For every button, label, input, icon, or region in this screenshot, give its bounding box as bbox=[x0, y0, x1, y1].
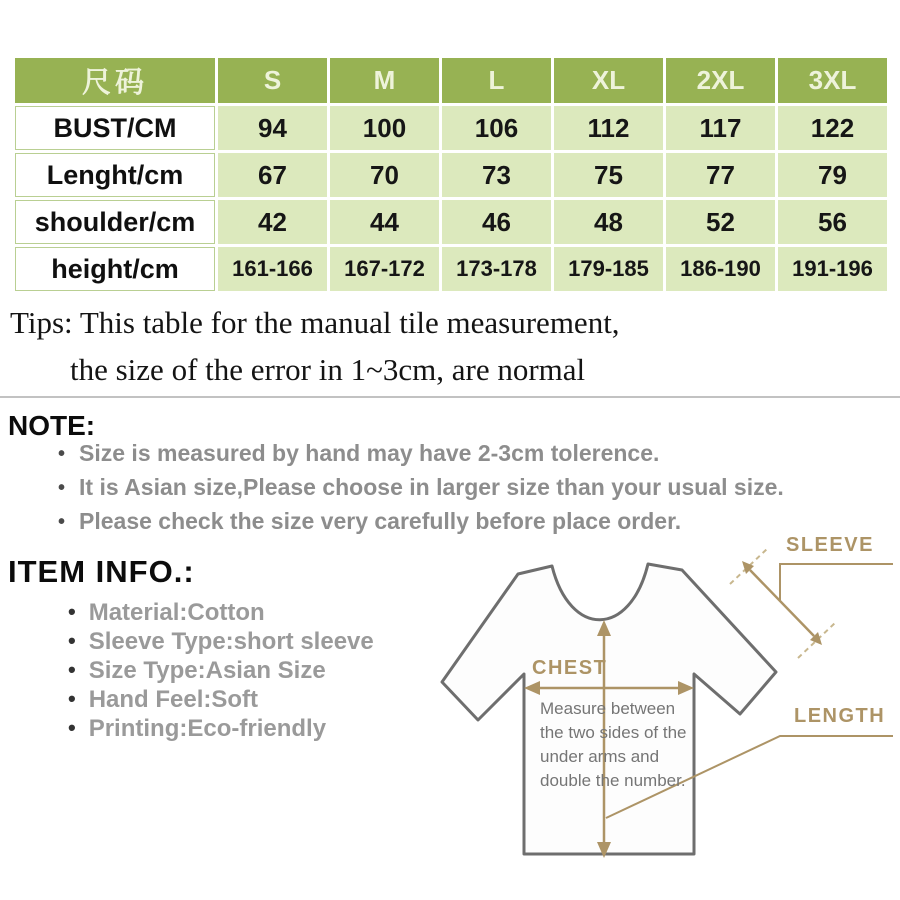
table-cell: 79 bbox=[778, 153, 887, 197]
size-table-header-row bbox=[15, 58, 887, 103]
table-cell: 179-185 bbox=[554, 247, 663, 291]
table-cell: 100 bbox=[330, 106, 439, 150]
table-cell: 70 bbox=[330, 153, 439, 197]
length-label: LENGTH bbox=[794, 705, 886, 727]
note-item: • Please check the size very carefully before place order. bbox=[58, 508, 784, 535]
table-cell: 75 bbox=[554, 153, 663, 197]
row-label: BUST/CM bbox=[15, 106, 215, 150]
table-cell: 42 bbox=[218, 200, 327, 244]
table-cell: 46 bbox=[442, 200, 551, 244]
table-cell: 44 bbox=[330, 200, 439, 244]
table-row-bust bbox=[15, 106, 887, 150]
size-column-header: L bbox=[442, 58, 551, 103]
tshirt-measurement-diagram bbox=[428, 520, 900, 888]
table-cell: 122 bbox=[778, 106, 887, 150]
chest-label: CHEST bbox=[532, 657, 608, 679]
table-cell: 56 bbox=[778, 200, 887, 244]
table-cell: 112 bbox=[554, 106, 663, 150]
size-column-header: 3XL bbox=[778, 58, 887, 103]
table-row-height bbox=[15, 247, 887, 291]
table-cell: 167-172 bbox=[330, 247, 439, 291]
row-label: Lenght/cm bbox=[15, 153, 215, 197]
size-column-header: S bbox=[218, 58, 327, 103]
item-info-item: • Material:Cotton bbox=[68, 598, 374, 627]
table-cell: 173-178 bbox=[442, 247, 551, 291]
table-row-shoulder bbox=[15, 200, 887, 244]
item-info-list bbox=[68, 598, 374, 743]
section-divider bbox=[0, 396, 900, 398]
table-cell: 48 bbox=[554, 200, 663, 244]
tips-text-line2: the size of the error in 1~3cm, are normal bbox=[70, 352, 586, 387]
table-cell: 73 bbox=[442, 153, 551, 197]
note-heading: NOTE: bbox=[8, 410, 96, 441]
note-item: • It is Asian size,Please choose in larger size than your usual size. bbox=[58, 474, 784, 501]
table-row-length bbox=[15, 153, 887, 197]
chest-measure-instructions: Measure between the two sides of the under arms and double the number. bbox=[540, 699, 687, 791]
tips-text-line1: Tips: This table for the manual tile measurement, bbox=[10, 305, 620, 340]
sleeve-label: SLEEVE bbox=[786, 534, 874, 556]
item-info-item: • Printing:Eco-friendly bbox=[68, 714, 374, 743]
table-cell: 117 bbox=[666, 106, 775, 150]
size-table bbox=[12, 55, 890, 294]
size-column-header: XL bbox=[554, 58, 663, 103]
table-cell: 67 bbox=[218, 153, 327, 197]
table-cell: 161-166 bbox=[218, 247, 327, 291]
table-cell: 94 bbox=[218, 106, 327, 150]
note-item: • Size is measured by hand may have 2-3cm tolerence. bbox=[58, 440, 784, 467]
item-info-item: • Hand Feel:Soft bbox=[68, 685, 374, 714]
table-cell: 106 bbox=[442, 106, 551, 150]
size-column-header: M bbox=[330, 58, 439, 103]
row-label: shoulder/cm bbox=[15, 200, 215, 244]
size-column-header: 2XL bbox=[666, 58, 775, 103]
table-cell: 191-196 bbox=[778, 247, 887, 291]
item-info-item: • Sleeve Type:short sleeve bbox=[68, 627, 374, 656]
size-column-header: 尺码 bbox=[15, 58, 215, 103]
row-label: height/cm bbox=[15, 247, 215, 291]
table-cell: 186-190 bbox=[666, 247, 775, 291]
item-info-heading: ITEM INFO.: bbox=[8, 554, 195, 589]
item-info-item: • Size Type:Asian Size bbox=[68, 656, 374, 685]
table-cell: 77 bbox=[666, 153, 775, 197]
table-cell: 52 bbox=[666, 200, 775, 244]
